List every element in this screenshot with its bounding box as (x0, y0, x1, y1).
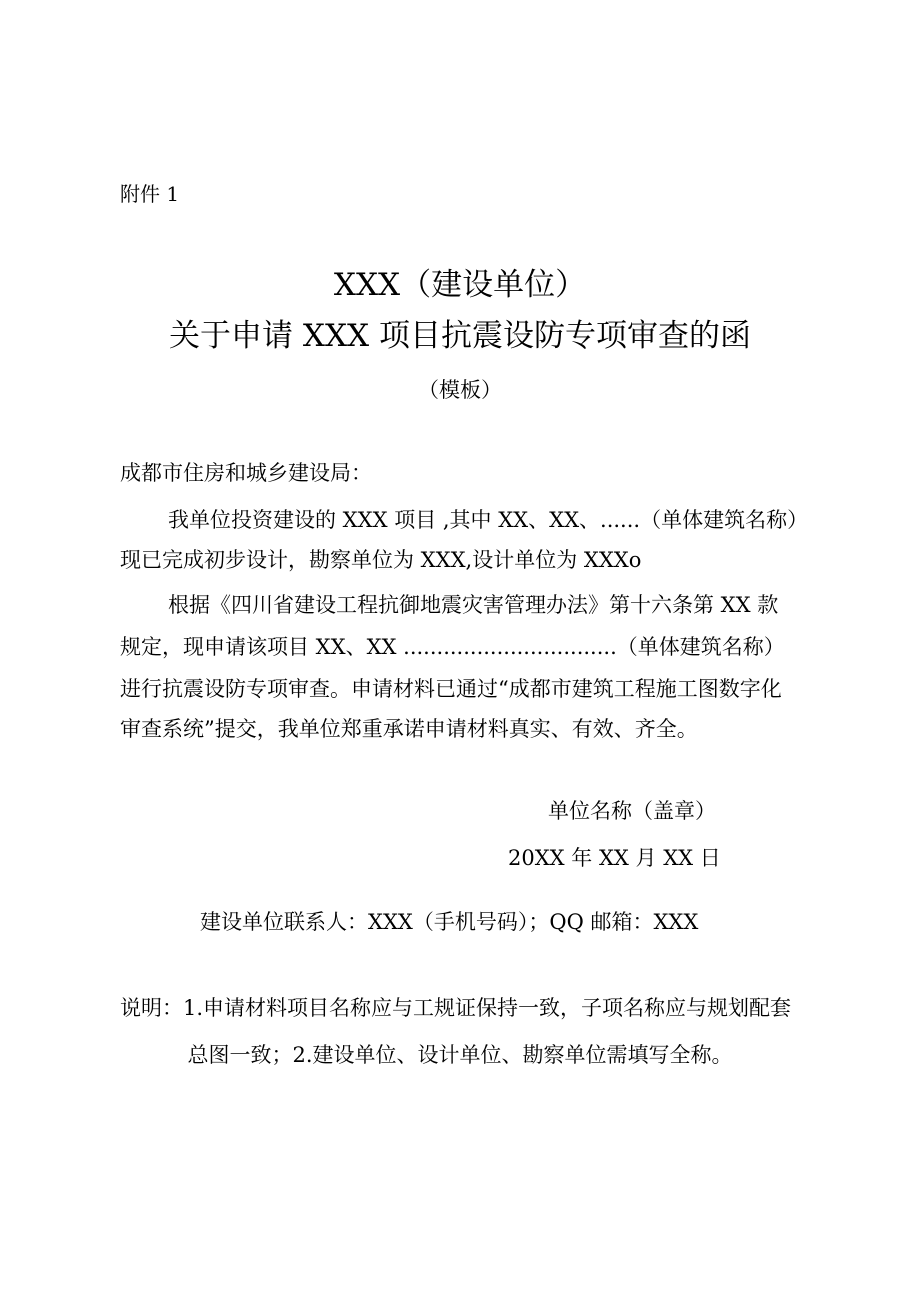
body-line-4: 规定，现申请该项目 XX、XX ................................（单体建筑名称） (120, 635, 785, 659)
note-line-1: 说明：1.申请材料项目名称应与工规证保持一致，子项名称应与规划配套 (120, 996, 792, 1020)
document-subtitle: （模板） (418, 378, 502, 402)
annex-label: 附件 1 (120, 182, 180, 206)
signature-date: 20XX 年 XX 月 XX 日 (508, 846, 721, 870)
document-title-line-2: 关于申请 XXX 项目抗震设防专项审查的函 (169, 318, 751, 354)
document-title-line-1: XXX（建设单位） (333, 267, 587, 303)
body-line-1: 我单位投资建设的 XXX 项目 ,其中 XX、XX、......（单体建筑名称） (168, 508, 809, 532)
note-line-2: 总图一致；2.建设单位、设计单位、勘察单位需填写全称。 (187, 1043, 733, 1067)
signature-unit: 单位名称（盖章） (548, 799, 716, 823)
addressee: 成都市住房和城乡建设局： (120, 461, 372, 485)
body-line-2: 现已完成初步设计，勘察单位为 XXX,设计单位为 XXXo (120, 548, 642, 572)
body-line-3: 根据《四川省建设工程抗御地震灾害管理办法》第十六条第 XX 款 (168, 593, 779, 617)
body-line-6: 审查系统”提交，我单位郑重承诺申请材料真实、有效、齐全。 (120, 717, 698, 741)
contact-info: 建设单位联系人：XXX（手机号码）；QQ 邮箱：XXX (200, 910, 699, 934)
body-line-5: 进行抗震设防专项审查。申请材料已通过“成都市建筑工程施工图数字化 (120, 677, 782, 701)
